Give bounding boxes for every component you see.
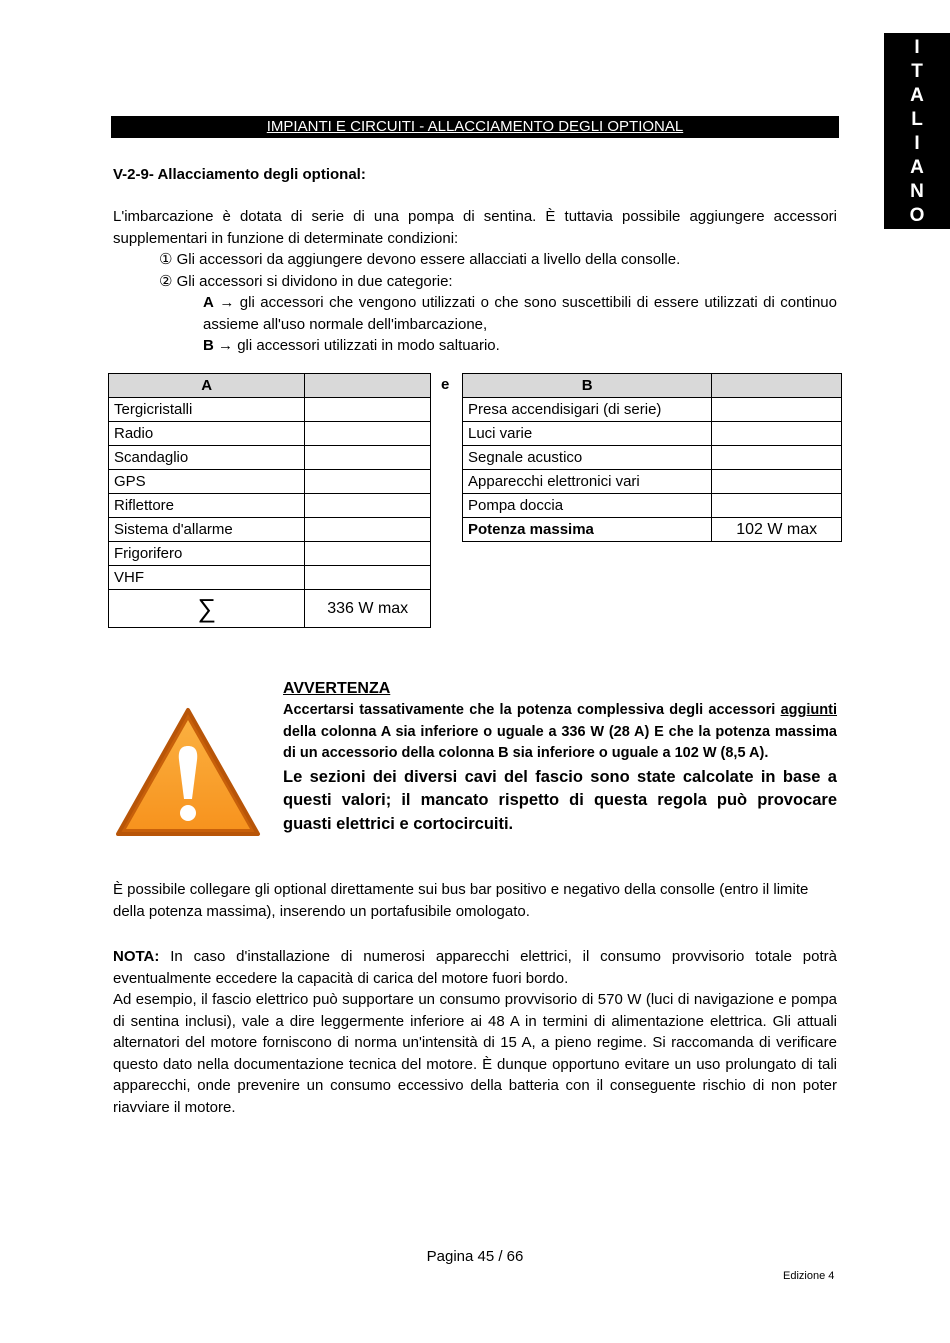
table-row <box>463 398 842 422</box>
side-tab-letter: T <box>911 61 923 82</box>
category-a-text: gli accessori che vengono utilizzati o che sono suscettibili di essere utilizzati di continuo assieme all'uso normale dell'imbarcazione, <box>203 294 837 333</box>
total-value: 336 W max <box>305 590 431 628</box>
arrow-icon: → <box>218 337 234 354</box>
table-cell-empty <box>305 518 431 542</box>
note-paragraph <box>113 946 837 1118</box>
table-cell: Riflettore <box>109 494 305 518</box>
warning-paragraph-2: Le sezioni dei diversi cavi del fascio sono state calcolate in base a questi valori; il mancato rispetto di questa regola può provocare guasti elettrici e cortocircuiti. <box>283 767 837 833</box>
accessories-table-b <box>462 373 842 542</box>
table-cell: Luci varie <box>463 422 712 446</box>
table-row <box>463 422 842 446</box>
total-value: 102 W max <box>712 518 842 542</box>
side-tab-letter: I <box>914 133 920 154</box>
table-row <box>109 518 431 542</box>
note-label: NOTA: <box>113 948 160 965</box>
table-cell-empty <box>712 446 842 470</box>
side-tab-letter: I <box>914 37 920 58</box>
edition-label: Edizione 4 <box>783 1270 835 1282</box>
page-header: IMPIANTI E CIRCUITI - ALLACCIAMENTO DEGLI OPTIONAL <box>111 116 839 138</box>
arrow-icon: → <box>219 294 235 311</box>
table-cell: Segnale acustico <box>463 446 712 470</box>
table-cell-empty <box>305 470 431 494</box>
table-row <box>109 470 431 494</box>
table-cell: Frigorifero <box>109 542 305 566</box>
table-cell-empty <box>305 542 431 566</box>
table-cell-empty <box>712 470 842 494</box>
side-tab-letter: A <box>910 85 924 106</box>
note-text-continued: Ad esempio, il fascio elettrico può supportare un consumo provvisorio di 570 W (luci di navigazione e pompa di sentina inclusi), vale a dire leggermente inferiore ai 48 A in termini di alimentazione elettrica. Gli attuali alternatori del motore forniscono di norma un'intensità di 15 A, a pieno regime. Si raccomanda di verificare questo dato nella documentazione tecnica del motore. È dunque opportuno evitare un uso prolungato di tali apparecchi, onde prevenire un consumo eccessivo della batteria con il conseguente rischio di non poter riavviare il motore. <box>113 991 837 1116</box>
table-cell: GPS <box>109 470 305 494</box>
table-header: B <box>463 374 712 398</box>
warning-text: della colonna A sia inferiore o uguale a 336 W (28 A) E che la potenza massima di un accessorio della colonna B sia inferiore o uguale a 102 W (8,5 A). <box>283 723 837 761</box>
warning-icon <box>114 706 262 842</box>
language-side-tab <box>884 33 950 229</box>
list-item-2: ② Gli accessori si dividono in due categorie: <box>159 272 453 290</box>
table-cell: Presa accendisigari (di serie) <box>463 398 712 422</box>
category-a-label: A <box>203 294 214 311</box>
table-cell: Pompa doccia <box>463 494 712 518</box>
warning-text: Accertarsi tassativamente che la potenza complessiva degli accessori <box>283 702 781 718</box>
category-b-text: gli accessori utilizzati in modo saltuario. <box>237 337 500 354</box>
sum-icon: ∑ <box>109 590 305 628</box>
table-row <box>463 494 842 518</box>
warning-title: AVVERTENZA <box>283 680 391 697</box>
table-header: A <box>109 374 305 398</box>
table-row <box>109 566 431 590</box>
table-cell-empty <box>712 494 842 518</box>
table-total-row <box>109 590 431 628</box>
note-text: In caso d'installazione di numerosi apparecchi elettrici, il consumo provvisorio totale potrà eventualmente eccedere la capacità di carica del motore fuori bordo. <box>113 948 837 987</box>
table-cell-empty <box>712 422 842 446</box>
optional-connection-paragraph: È possibile collegare gli optional direttamente sui bus bar positivo e negativo della consolle (entro il limite della potenza massima), inserendo un portafusibile omologato. <box>113 881 809 920</box>
table-cell: Radio <box>109 422 305 446</box>
table-row <box>463 446 842 470</box>
table-cell: Tergicristalli <box>109 398 305 422</box>
page-number: Pagina 45 / 66 <box>426 1248 524 1265</box>
table-cell-empty <box>712 398 842 422</box>
warning-paragraph-1 <box>283 700 837 765</box>
category-a <box>113 292 837 335</box>
category-b-label: B <box>203 337 214 354</box>
section-title: V-2-9- Allacciamento degli optional: <box>113 166 366 183</box>
intro-paragraph: L'imbarcazione è dotata di serie di una pompa di sentina. È tuttavia possibile aggiungere accessori supplementari in funzione di determinate condizioni: <box>113 208 837 247</box>
table-cell-empty <box>305 494 431 518</box>
table-cell-empty <box>305 446 431 470</box>
side-tab-letter: O <box>909 205 925 226</box>
conjunction-label: e <box>441 376 450 393</box>
total-label: Potenza massima <box>463 518 712 542</box>
table-row <box>109 542 431 566</box>
table-row <box>109 422 431 446</box>
table-cell: Apparecchi elettronici vari <box>463 470 712 494</box>
table-cell: VHF <box>109 566 305 590</box>
table-header-empty <box>712 374 842 398</box>
table-row <box>109 446 431 470</box>
table-header-row <box>463 374 842 398</box>
table-cell-empty <box>305 566 431 590</box>
table-header-row <box>109 374 431 398</box>
table-row <box>109 398 431 422</box>
table-row <box>109 494 431 518</box>
table-cell-empty <box>305 422 431 446</box>
table-total-row <box>463 518 842 542</box>
accessories-table-a <box>108 373 431 628</box>
table-row <box>463 470 842 494</box>
side-tab-letter: N <box>910 181 924 202</box>
warning-underlined-word: aggiunti <box>780 702 837 718</box>
intro-section <box>113 206 837 357</box>
table-cell: Sistema d'allarme <box>109 518 305 542</box>
list-item-1: ① Gli accessori da aggiungere devono essere allacciati a livello della consolle. <box>159 251 681 268</box>
side-tab-letter: A <box>910 157 924 178</box>
table-cell: Scandaglio <box>109 446 305 470</box>
category-b <box>113 335 837 357</box>
warning-block <box>283 678 837 836</box>
table-header-empty <box>305 374 431 398</box>
table-cell-empty <box>305 398 431 422</box>
side-tab-letter: L <box>911 109 923 130</box>
